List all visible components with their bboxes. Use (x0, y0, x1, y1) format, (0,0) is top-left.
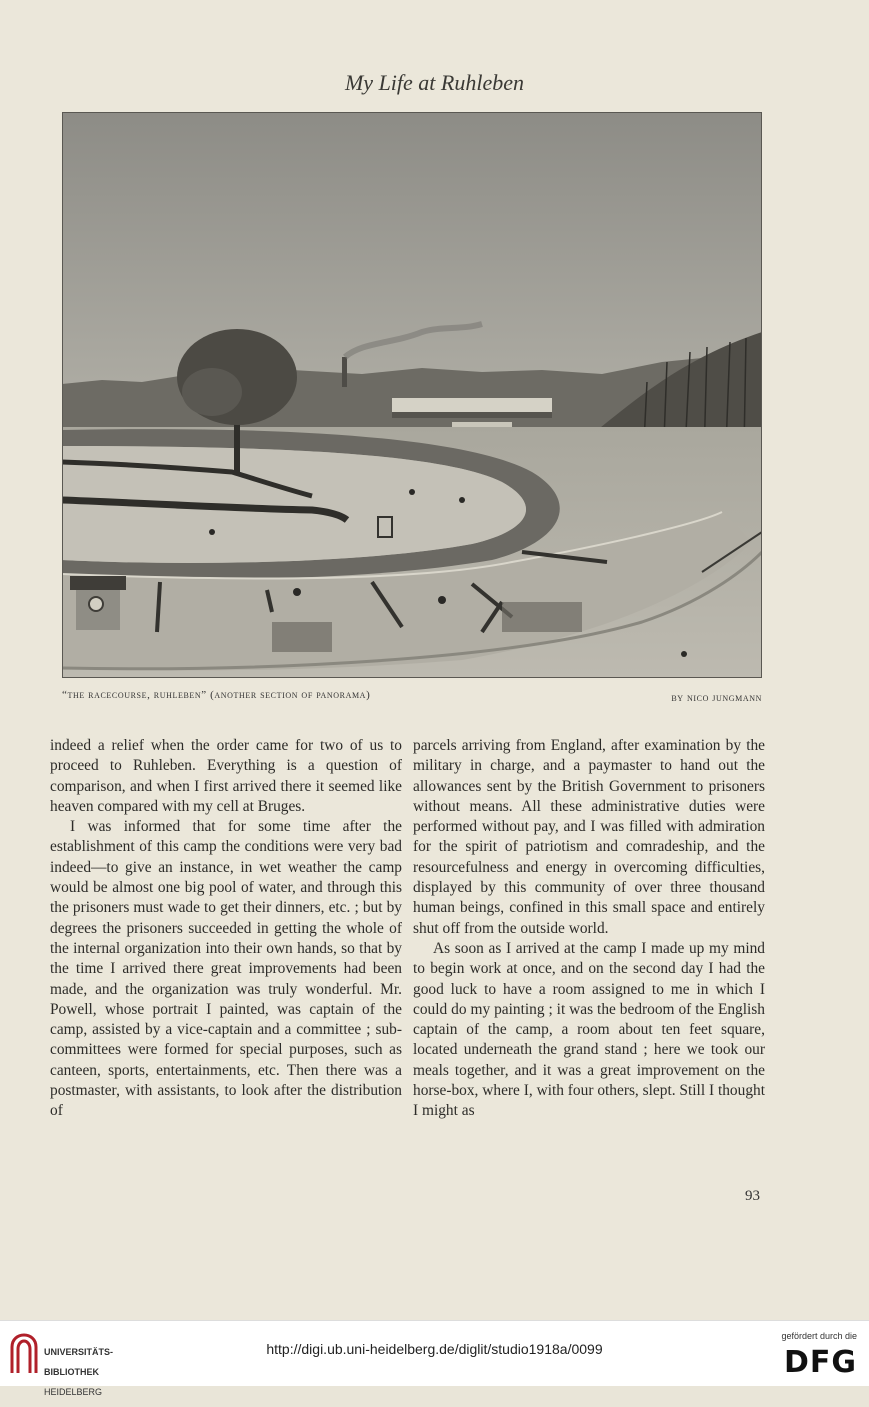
paragraph: I was informed that for some time after the establishment of this camp the conditions were very bad indeed—to give an instance, in wet weather the camp would be almost one big pool of water, and through this the prisoners must wade to get their dinners, etc. ; but by degrees the prisoners succeeded in getting the whole of the internal organization into their own hands, so that by the time I arrived there great improvements had been made, and the organization was truly wonderful. Mr. Powell, whose portrait I painted, was captain of the camp, assisted by a vice-captain and a committee ; sub-committees were formed for special purposes, such as canteen, sports, entertainments, etc. Then there was a postmaster, with assistants, to look after the distribution of (50, 818, 402, 1120)
panorama-illustration (62, 112, 762, 678)
paragraph: parcels arriving from England, after examination by the military in charge, and a paymaster to hand out the allowances sent by the British Government to prisoners without means. All these administrative duties were performed without pay, and I was filled with admiration for the spirit of patriotism and comradeship, and the resourcefulness and energy in overcoming difficulties, displayed by this community of over three thousand human beings, confined in this small space and entirely shut off from the outside world. (413, 737, 765, 937)
caption-title: “the racecourse, ruhleben” (another section of panorama) (62, 689, 371, 701)
viewer-footer (0, 1320, 869, 1397)
racecourse-painting (62, 112, 762, 678)
paragraph: As soon as I arrived at the camp I made up my mind to begin work at once, and on the second day I had the good luck to have a room assigned to me in which I could do my painting ; it was the bedroom of the English captain of the camp, a room about ten feet square, located underneath the grand stand ; here we took our meals together, and it was a great improvement on the horse-box, where I, with four others, slept. Still I thought I might as (413, 939, 765, 1120)
caption-credit: by nico jungmann (671, 692, 762, 704)
funded-by-label: gefördert durch die (781, 1331, 857, 1341)
library-name-line: UNIVERSITÄTS- (44, 1347, 114, 1357)
paragraph: indeed a relief when the order came for two of us to proceed to Ruhleben. Everything is a question of comparison, and when I first arrived there it seemed like heaven compared with my cell at Bruges. (50, 737, 402, 815)
library-name-line: HEIDELBERG (44, 1387, 103, 1397)
right-text-column (413, 736, 765, 1122)
running-head: My Life at Ruhleben (344, 70, 524, 95)
dfg-logo: DFG (783, 1345, 857, 1380)
permalink-url[interactable]: http://digi.ub.uni-heidelberg.de/diglit/studio1918a/0099 (266, 1341, 603, 1357)
library-name-line: BIBLIOTHEK (44, 1367, 99, 1377)
page-number: 93 (745, 1188, 760, 1204)
left-text-column (50, 736, 402, 1122)
